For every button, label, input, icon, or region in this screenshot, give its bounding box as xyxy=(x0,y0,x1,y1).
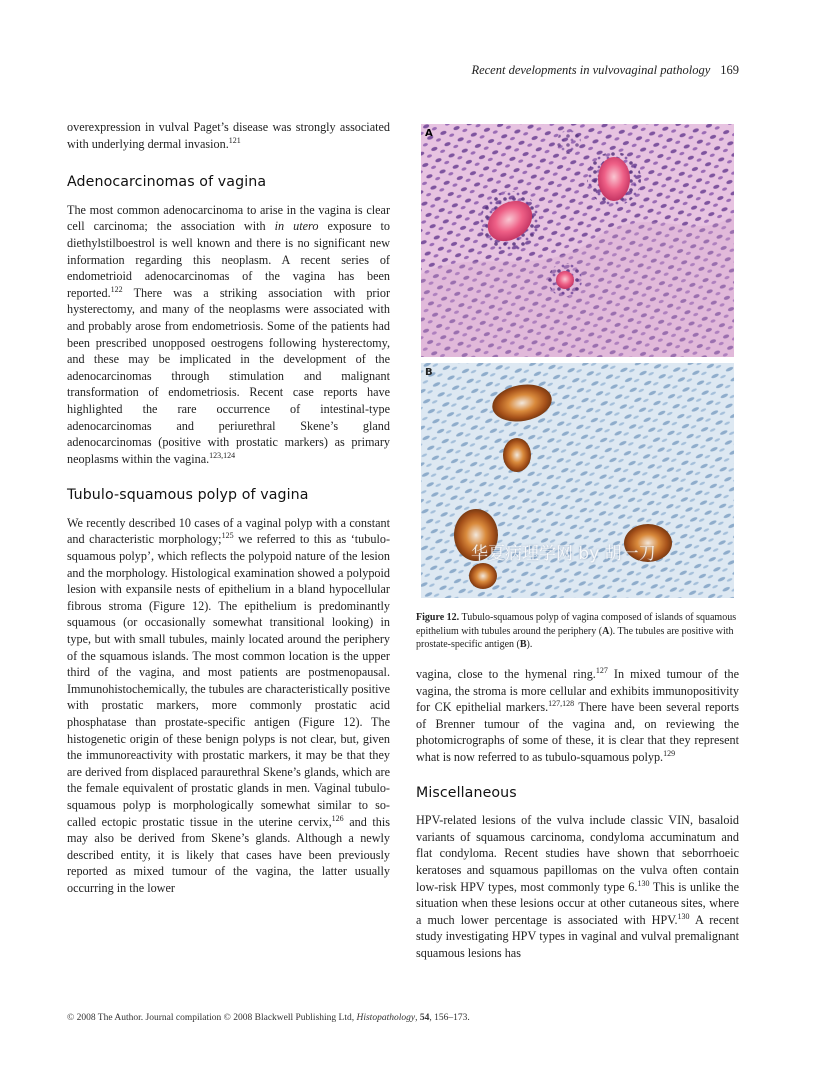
tubulo-text-3: and this may also be derived from Skene’s glands. Although a newly described entity, it is likely that cases have been previously reported as mixed tumour of the vagina, the latter usually occurring in the lower xyxy=(67,814,390,895)
intro-paragraph xyxy=(67,119,390,152)
he-stain-micrograph xyxy=(421,124,734,357)
heading-miscellaneous: Miscellaneous xyxy=(416,784,517,801)
right-paragraph-1 xyxy=(416,666,739,766)
right-column xyxy=(416,666,739,962)
adeno-text-1: The most common adenocarcinoma to arise in the vagina is clear cell carcinoma; the association with xyxy=(67,202,390,234)
caption-ref-b: B xyxy=(519,639,527,651)
ref-127-128: 127,128 xyxy=(548,699,575,709)
misc-text-3: A recent study investigating HPV types in vaginal and vulval premalignant squamous lesions has xyxy=(416,912,740,960)
running-title: Recent developments in vulvovaginal pathology xyxy=(471,63,711,77)
caption-mid: ). The tubules are positive with prostate-specific antigen ( xyxy=(416,625,734,651)
footer-volume: 54 xyxy=(419,1013,430,1023)
caption-text: Tubulo-squamous polyp of vagina composed of islands of squamous epithelium with tubules around the periphery ( xyxy=(416,612,737,637)
tubulo-paragraph xyxy=(67,515,390,897)
ref-127: 127 xyxy=(595,666,608,675)
watermark: 华夏病理学网 by 胡一刀 xyxy=(471,544,656,564)
footer-journal: Histopathology xyxy=(356,1013,416,1023)
ref-122: 122 xyxy=(110,284,123,294)
adeno-text-2: exposure to diethylstilboestrol is well known and there is no significant new information regarding this neoplasm. A recent series of endometrioid adenocarcinomas of the vagina has been reported. xyxy=(67,219,390,300)
right-text-2: In mixed tumour of the vagina, the stroma is more cellular and exhibits immunopositivity for CK epithelial markers. xyxy=(416,667,739,715)
tubulo-text-1: We recently described 10 cases of a vaginal polyp with a constant and characteristic morphology; xyxy=(67,515,390,547)
footer-pages: , 156–173. xyxy=(429,1013,470,1023)
copyright-footer: © 2008 The Author. Journal compilation © 2008 Blackwell Publishing Ltd, Histopathology, 54, 156–173. xyxy=(67,1013,470,1023)
heading-tubulo-squamous: Tubulo-squamous polyp of vagina xyxy=(67,487,309,504)
right-text-1: vagina, close to the hymenal ring. xyxy=(416,667,596,681)
ref-125: 125 xyxy=(221,531,234,541)
tubulo-text-2: we referred to this as ‘tubulo-squamous polyp’, which reflects the polypoid nature of the lesion and the morphology. Histological examination showed a polypoid lesion with expansile nests of epithelium in a bland hypocellular fibrous stroma (Figure 12). The epithelium is predominantly squamous (or occasionally somewhat transitional looking) in type, but with small tubules, mainly located around the periphery of the squamous islands. The most common location is the upper third of the vagina, and most patients are postmenopausal. Immunohistochemically, the tubules are characteristically positive with prostatic markers, more commonly prostatic acid phosphatase than prostate-specific antigen (Figure 12). The histogenetic origin of these benign polyps is not clear, but, given the immunoreactivity with prostatic markers, it may be that they are derived from displaced paraurethral Skene’s glands, which are the female equivalent of prostatic glands in men. Vaginal tubulo-squamous polyp is morphologically somewhat similar to so-called ectopic prostatic tissue in the uterine cervix, xyxy=(67,532,390,829)
caption-label: Figure 12. xyxy=(416,612,460,623)
intro-text: overexpression in vulval Paget’s disease was strongly associated with underlying dermal invasion. xyxy=(67,120,390,151)
caption-end: ). xyxy=(526,639,533,651)
heading-adenocarcinomas: Adenocarcinomas of vagina xyxy=(67,174,267,191)
ref-129: 129 xyxy=(663,748,676,758)
running-head xyxy=(471,63,739,78)
ref-123-124: 123,124 xyxy=(209,450,236,460)
footer-copyright: © 2008 The Author. Journal compilation © 2008 Blackwell Publishing Ltd, xyxy=(67,1013,355,1023)
adenocarcinoma-paragraph xyxy=(67,202,390,468)
misc-text-1: HPV-related lesions of the vulva include classic VIN, basaloid variants of squamous carcinoma, condyloma accuminatum and flat condyloma. Recent studies have shown that seborrhoeic keratoses and squamous papillomas on the vulva often contain low-risk HPV types, most commonly type 6. xyxy=(416,813,739,894)
miscellaneous-paragraph xyxy=(416,812,739,961)
ref-130-b: 130 xyxy=(677,911,690,921)
adeno-text-3: There was a striking association with prior hysterectomy, and many of the neoplasms were associated with and probably arose from endometriosis. Some of the patients had been prescribed unopposed oestrogens following hysterectomy, and these may be implicated in the development of the adenocarcinomas through stimulation and malignant transformation of endometriosis. Recent case reports have highlighted the rare occurrence of intestinal-type adenocarcinomas and periurethral Skene’s gland adenocarcinomas (positive with prostatic markers) as primary neoplasms within the vagina. xyxy=(67,285,391,466)
ref-130-a: 130 xyxy=(637,878,650,888)
figure-caption xyxy=(416,611,741,652)
figure-panel-b xyxy=(421,363,734,598)
panel-label-b: B xyxy=(425,367,433,378)
left-column xyxy=(67,119,390,897)
caption-ref-a: A xyxy=(602,625,610,637)
page-number: 169 xyxy=(720,63,739,77)
panel-label-a: A xyxy=(425,128,433,139)
right-text-3: There have been several reports of Brenner tumour of the vagina and, on reviewing the photomicrographs of some of these, it is clear that they represent what is now referred to as tubulo-squamous polyp. xyxy=(416,700,740,764)
ref-126: 126 xyxy=(331,813,344,823)
misc-text-2: This is unlike the situation when these lesions occur at other cutaneous sites, where a much lower percentage is associated with HPV. xyxy=(416,879,740,927)
ref-121: 121 xyxy=(228,135,241,145)
figure-panel-a xyxy=(421,124,734,357)
adeno-italic: in utero xyxy=(274,219,319,234)
